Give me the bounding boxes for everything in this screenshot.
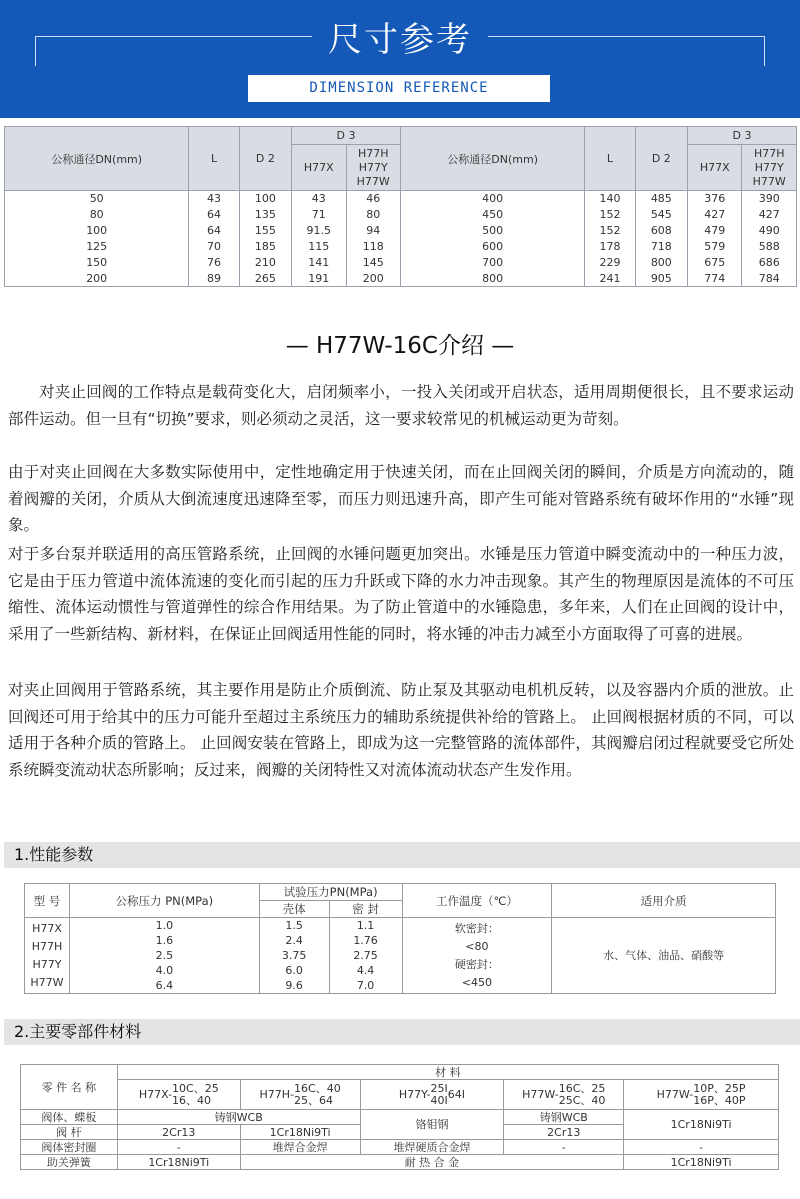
dimension-cell: 200 bbox=[5, 271, 189, 287]
dimension-cell: 64 bbox=[189, 223, 239, 239]
pn-value: 1.0 bbox=[69, 918, 259, 934]
col-l-2: L bbox=[585, 127, 635, 191]
dimension-cell: 579 bbox=[688, 239, 742, 255]
intro-paragraph-3: 对于多台泵并联适用的高压管路系统，止回阀的水锤问题更加突出。水锤是压力管道中瞬变流动中的一种压力波，它是由于压力管道中流体流速的变化而引起的压力升跃或下降的水力冲击现象。其产生的物理原因是流体的不可压缩性、流体运动惯性与管道弹性的综合作用结果。为了防止管道中的水锤隐患，多年来，人们在止回阀的设计中，采用了一些新结构、新材料，在保证止回阀适用性能的同时，将水锤的冲击力减至小方面取得了可喜的进展。 bbox=[8, 545, 794, 643]
dimension-cell: 43 bbox=[292, 191, 346, 207]
dimension-cell: 100 bbox=[239, 191, 291, 207]
col-h77w-c: H77W-16C、25 25C、40 bbox=[504, 1080, 624, 1110]
col-dn: 公称通径DN(mm) bbox=[5, 127, 189, 191]
shell-value: 2.4 bbox=[259, 933, 329, 948]
seal-value: 1.1 bbox=[329, 918, 402, 934]
col-test: 试验压力PN(MPa) bbox=[259, 884, 402, 901]
col-d2-2: D 2 bbox=[635, 127, 687, 191]
dimension-cell: 800 bbox=[635, 255, 687, 271]
dimension-cell: 150 bbox=[5, 255, 189, 271]
section-materials-title: 2.主要零部件材料 bbox=[4, 1019, 800, 1045]
dimension-cell: 141 bbox=[292, 255, 346, 271]
material-value: 铸钢WCB bbox=[117, 1110, 360, 1125]
part-name: 阀体、蝶板 bbox=[21, 1110, 118, 1125]
col-part: 零 件 名 称 bbox=[21, 1065, 118, 1110]
dimension-cell: 376 bbox=[688, 191, 742, 207]
dimension-cell: 210 bbox=[239, 255, 291, 271]
dimension-table bbox=[4, 126, 797, 287]
dimension-cell: 178 bbox=[585, 239, 635, 255]
col-seal: 密 封 bbox=[329, 901, 402, 918]
dimension-cell: 76 bbox=[189, 255, 239, 271]
dimension-cell: 500 bbox=[400, 223, 584, 239]
dimension-cell: 450 bbox=[400, 207, 584, 223]
col-l: L bbox=[189, 127, 239, 191]
dimension-cell: 241 bbox=[585, 271, 635, 287]
dimension-cell: 91.5 bbox=[292, 223, 346, 239]
section-performance-title: 1.性能参数 bbox=[4, 842, 800, 868]
dimension-cell: 390 bbox=[742, 191, 797, 207]
dimension-cell: 600 bbox=[400, 239, 584, 255]
material-value: 2Cr13 bbox=[117, 1125, 240, 1140]
dimension-cell: 905 bbox=[635, 271, 687, 287]
part-name: 助关弹簧 bbox=[21, 1155, 118, 1170]
dimension-cell: 152 bbox=[585, 223, 635, 239]
dimension-cell: 46 bbox=[346, 191, 400, 207]
intro-paragraph-1: 对夹止回阀的工作特点是载荷变化大，启闭频率小，一投入关闭或开启状态，适用周期便很长，且不要求运动部件运动。但一旦有“切换”要求，则必须动之灵活，这一要求较常见的机械运动更为苛刻。 bbox=[8, 383, 794, 428]
col-media: 适用介质 bbox=[552, 884, 776, 918]
dimension-cell: 479 bbox=[688, 223, 742, 239]
banner-subtitle: DIMENSION REFERENCE bbox=[248, 75, 550, 102]
col-h77y: H77Y-25I 40I64I bbox=[360, 1080, 504, 1110]
part-name: 阀体密封圈 bbox=[21, 1140, 118, 1155]
dimension-cell: 89 bbox=[189, 271, 239, 287]
dimension-cell: 400 bbox=[400, 191, 584, 207]
col-temp: 工作温度（℃） bbox=[402, 884, 552, 918]
dimension-cell: 229 bbox=[585, 255, 635, 271]
seal-value: 1.76 bbox=[329, 933, 402, 948]
col-h77hyw: H77H H77Y H77W bbox=[346, 145, 400, 191]
media-cell: 水、气体、油品、硝酸等 bbox=[552, 918, 776, 994]
col-h77x: H77X-10C、25 16、40 bbox=[117, 1080, 240, 1110]
dimension-cell: 145 bbox=[346, 255, 400, 271]
dimension-cell: 71 bbox=[292, 207, 346, 223]
dimension-cell: 152 bbox=[585, 207, 635, 223]
dimension-cell: 115 bbox=[292, 239, 346, 255]
dimension-cell: 700 bbox=[400, 255, 584, 271]
seal-value: 4.4 bbox=[329, 963, 402, 978]
col-h77h: H77H-16C、40 25、64 bbox=[240, 1080, 360, 1110]
part-name: 阀 杆 bbox=[21, 1125, 118, 1140]
shell-value: 1.5 bbox=[259, 918, 329, 934]
temp-cell: 软密封： <80 硬密封： <450 bbox=[402, 918, 552, 994]
dimension-row bbox=[5, 191, 797, 207]
col-material: 材 料 bbox=[117, 1065, 778, 1080]
dimension-cell: 135 bbox=[239, 207, 291, 223]
dimension-cell: 100 bbox=[5, 223, 189, 239]
col-h77w-p: H77W-10P、25P 16P、40P bbox=[624, 1080, 779, 1110]
material-value: - bbox=[504, 1140, 624, 1155]
dimension-cell: 490 bbox=[742, 223, 797, 239]
dimension-row bbox=[5, 223, 797, 239]
dimension-row bbox=[5, 255, 797, 271]
performance-table bbox=[24, 883, 776, 994]
pn-value: 2.5 bbox=[69, 948, 259, 963]
dimension-cell: 80 bbox=[5, 207, 189, 223]
col-pn: 公称压力 PN(MPa) bbox=[69, 884, 259, 918]
col-h77hyw-2: H77H H77Y H77W bbox=[742, 145, 797, 191]
dimension-cell: 774 bbox=[688, 271, 742, 287]
seal-value: 7.0 bbox=[329, 978, 402, 994]
col-shell: 壳体 bbox=[259, 901, 329, 918]
material-value: 铸钢WCB bbox=[504, 1110, 624, 1125]
dimension-cell: 155 bbox=[239, 223, 291, 239]
dimension-cell: 200 bbox=[346, 271, 400, 287]
shell-value: 6.0 bbox=[259, 963, 329, 978]
dimension-cell: 588 bbox=[742, 239, 797, 255]
material-value: 堆焊合金焊 bbox=[240, 1140, 360, 1155]
intro-heading: — H77W-16C介绍 — bbox=[285, 333, 515, 359]
col-h77x: H77X bbox=[292, 145, 346, 191]
seal-value: 2.75 bbox=[329, 948, 402, 963]
material-value: 堆焊硬质合金焊 bbox=[360, 1140, 504, 1155]
dimension-row bbox=[5, 207, 797, 223]
material-value: 1Cr18Ni9Ti bbox=[117, 1155, 240, 1170]
dimension-cell: 686 bbox=[742, 255, 797, 271]
intro-paragraph-2: 由于对夹止回阀在大多数实际使用中，定性地确定用于快速关闭，而在止回阀关闭的瞬间，介质是方向流动的，随着阀瓣的关闭，介质从大倒流速度迅速降至零，而压力则迅速升高，即产生可能对管路系统有破坏作用的“水锤”现象。 bbox=[8, 463, 794, 534]
dimension-cell: 608 bbox=[635, 223, 687, 239]
header-banner bbox=[0, 0, 800, 118]
dimension-cell: 43 bbox=[189, 191, 239, 207]
material-value: 铬钼钢 bbox=[360, 1110, 504, 1140]
dimension-cell: 265 bbox=[239, 271, 291, 287]
material-value: 1Cr18Ni9Ti bbox=[240, 1125, 360, 1140]
dimension-cell: 70 bbox=[189, 239, 239, 255]
material-value: 1Cr18Ni9Ti bbox=[624, 1155, 779, 1170]
col-model: 型 号 bbox=[25, 884, 70, 918]
dimension-cell: 800 bbox=[400, 271, 584, 287]
col-d2: D 2 bbox=[239, 127, 291, 191]
col-d3: D 3 bbox=[292, 127, 401, 145]
col-d3-2: D 3 bbox=[688, 127, 797, 145]
shell-value: 9.6 bbox=[259, 978, 329, 994]
dimension-cell: 675 bbox=[688, 255, 742, 271]
col-h77x-2: H77X bbox=[688, 145, 742, 191]
materials-table bbox=[20, 1064, 779, 1170]
dimension-row bbox=[5, 271, 797, 287]
material-value: - bbox=[117, 1140, 240, 1155]
dimension-cell: 427 bbox=[742, 207, 797, 223]
pn-value: 1.6 bbox=[69, 933, 259, 948]
intro-paragraph-4: 对夹止回阀用于管路系统，其主要作用是防止介质倒流、防止泵及其驱动电机机反转，以及容器内介质的泄放。止回阀还可用于给其中的压力可能升至超过主系统压力的辅助系统提供补给的管路上。 止回阀根据材质的不同，可以适用于各种介质的管路上。 止回阀安装在管路上，即成为这一完整管路的流体部件，其阀瓣启闭过程就要受它所处系统瞬变流动状态所影响；反过来，阀瓣的关闭特性又对流体流动状态产生发作用。 bbox=[8, 681, 794, 779]
pn-value: 4.0 bbox=[69, 963, 259, 978]
dimension-cell: 485 bbox=[635, 191, 687, 207]
shell-value: 3.75 bbox=[259, 948, 329, 963]
dimension-cell: 94 bbox=[346, 223, 400, 239]
dimension-cell: 125 bbox=[5, 239, 189, 255]
material-value: 耐 热 合 金 bbox=[240, 1155, 623, 1170]
dimension-cell: 118 bbox=[346, 239, 400, 255]
col-dn-2: 公称通径DN(mm) bbox=[400, 127, 584, 191]
dimension-cell: 784 bbox=[742, 271, 797, 287]
dimension-cell: 545 bbox=[635, 207, 687, 223]
dimension-cell: 427 bbox=[688, 207, 742, 223]
dimension-cell: 185 bbox=[239, 239, 291, 255]
dimension-cell: 80 bbox=[346, 207, 400, 223]
material-value: - bbox=[624, 1140, 779, 1155]
material-value: 1Cr18Ni9Ti bbox=[624, 1110, 779, 1140]
pn-value: 6.4 bbox=[69, 978, 259, 994]
dimension-cell: 140 bbox=[585, 191, 635, 207]
dimension-cell: 718 bbox=[635, 239, 687, 255]
dimension-cell: 64 bbox=[189, 207, 239, 223]
dimension-cell: 50 bbox=[5, 191, 189, 207]
banner-title: 尺寸参考 bbox=[328, 20, 472, 60]
material-value: 2Cr13 bbox=[504, 1125, 624, 1140]
models-cell: H77X H77H H77Y H77W bbox=[25, 918, 70, 994]
dimension-cell: 191 bbox=[292, 271, 346, 287]
dimension-row bbox=[5, 239, 797, 255]
